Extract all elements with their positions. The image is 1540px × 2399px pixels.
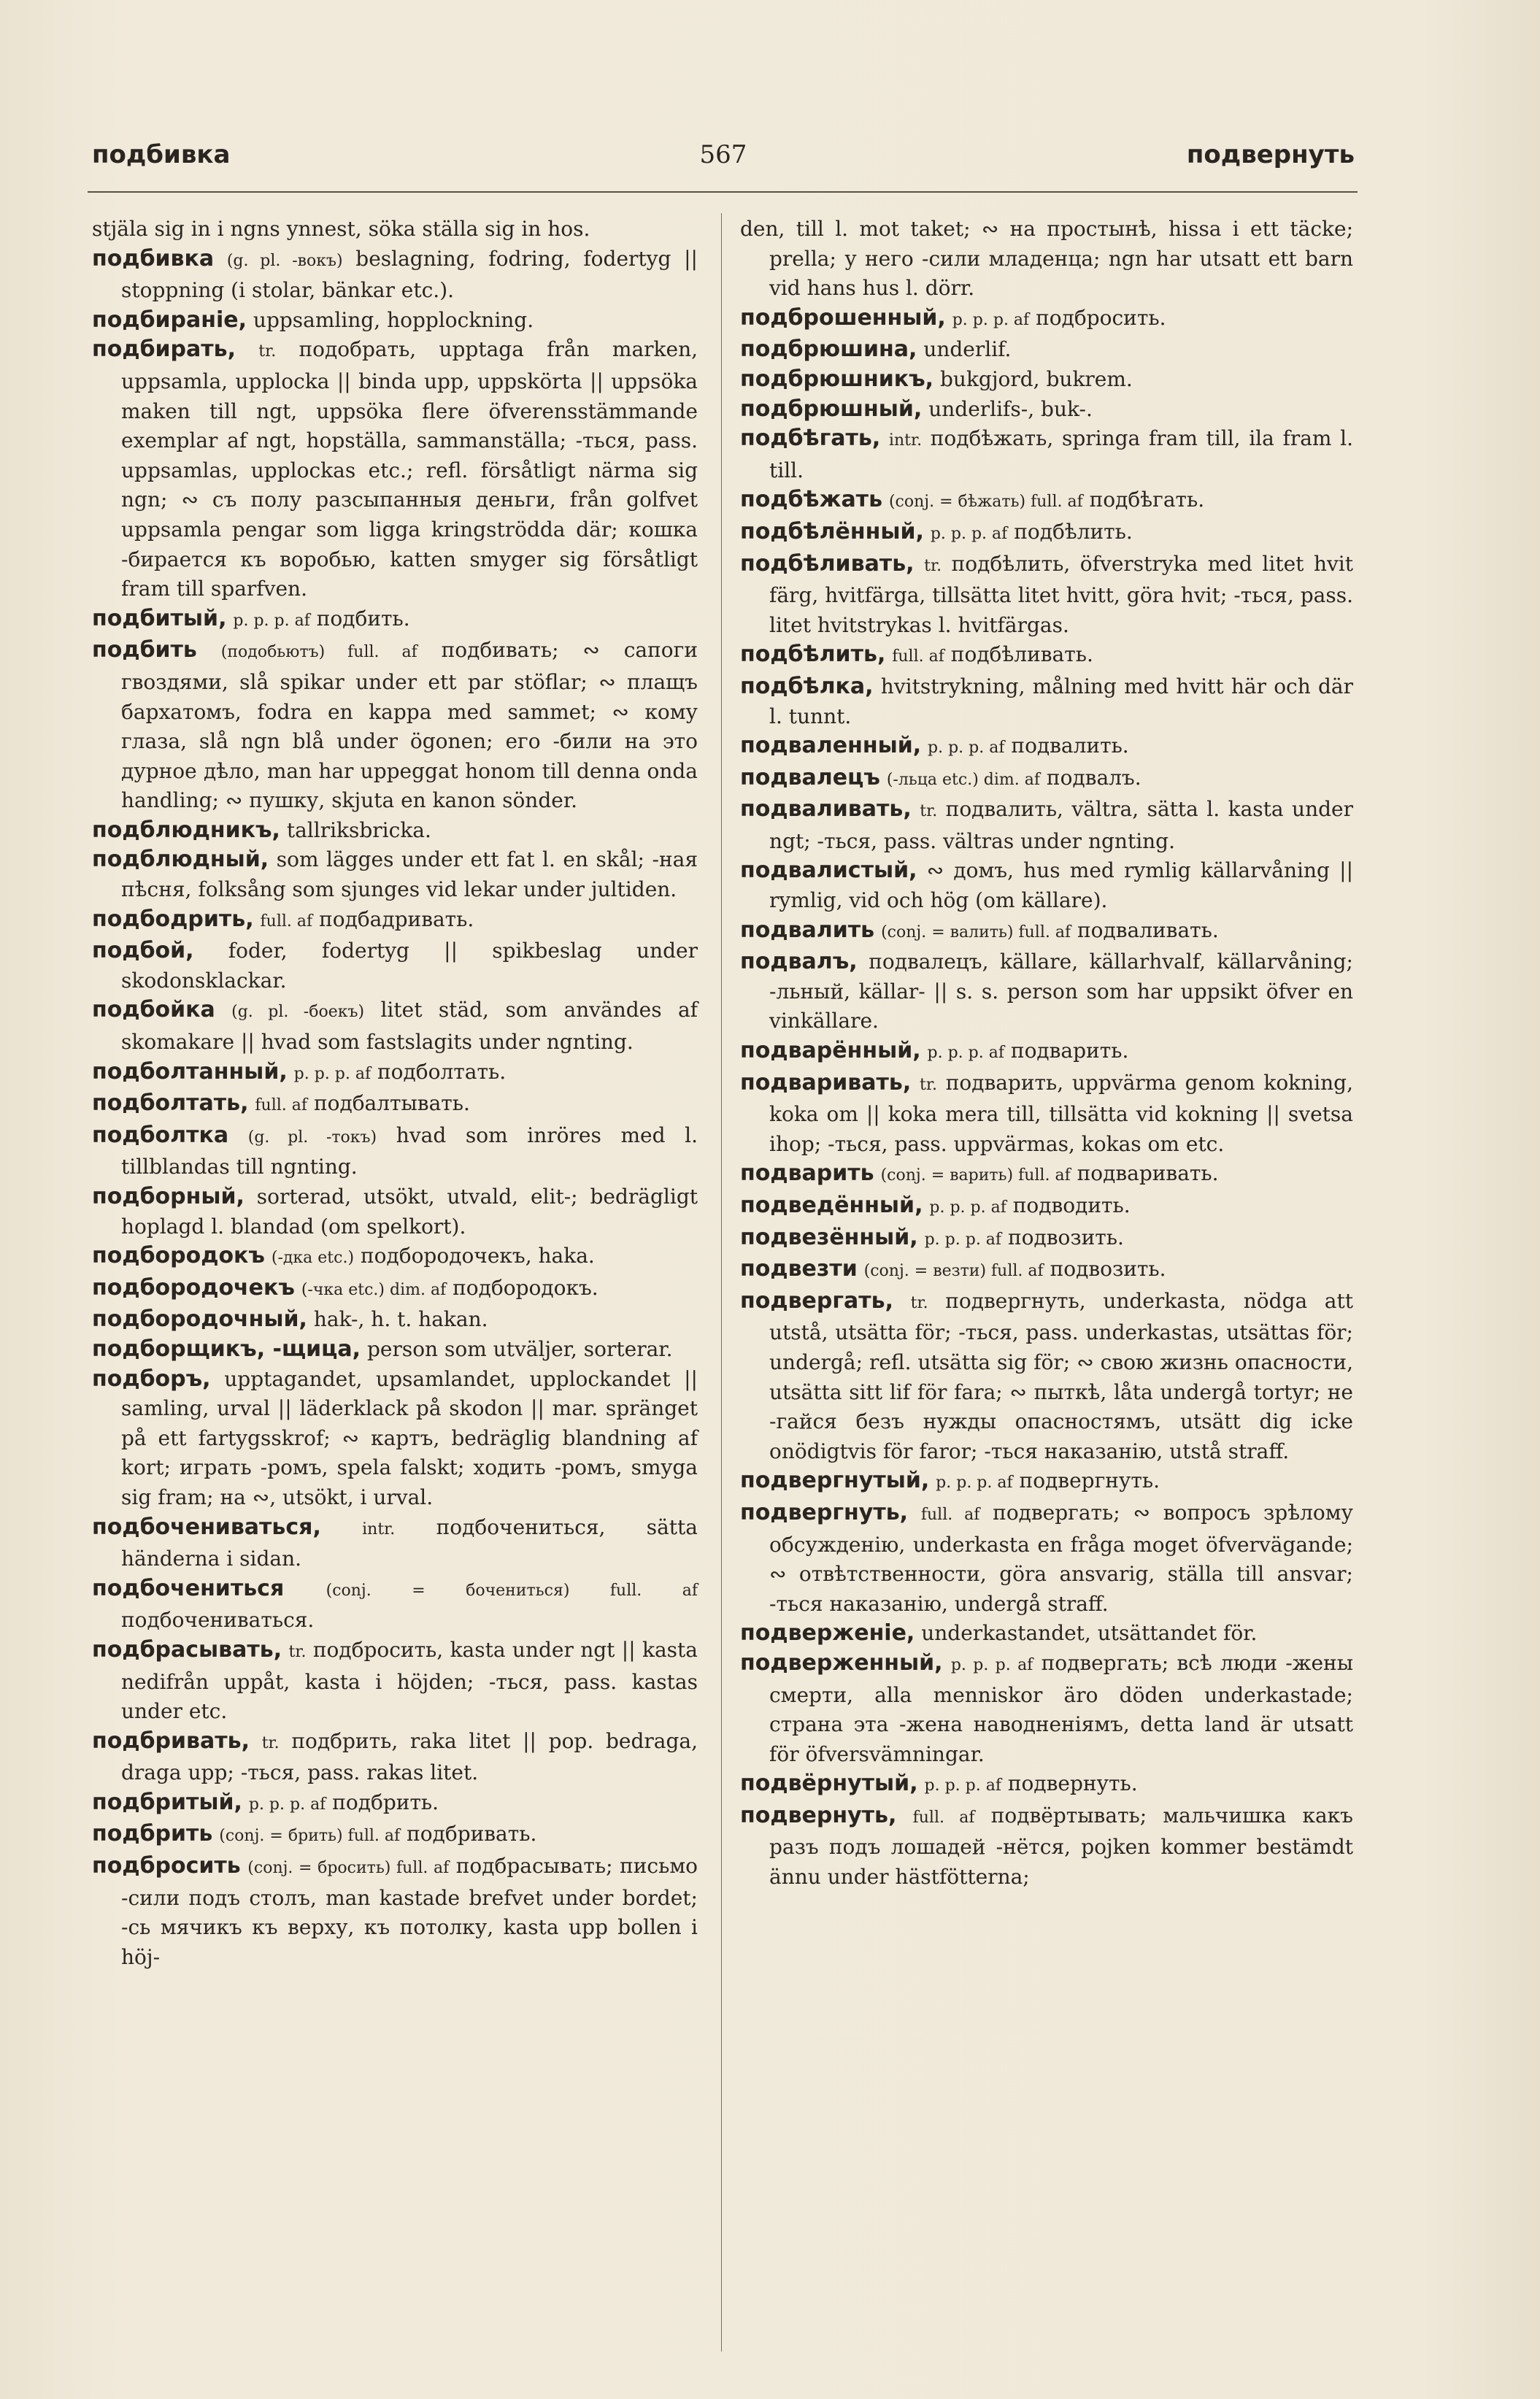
entry-headword: подборъ, [92, 1366, 211, 1392]
dictionary-entry [92, 1121, 698, 1182]
entry-definition: underlifs-, buk-. [928, 396, 1093, 421]
entry-definition: подварить. [1010, 1039, 1129, 1063]
entry-definition: подбородочекъ, haka. [360, 1244, 595, 1268]
entry-grammar: p. p. p. af [936, 1474, 1013, 1493]
entry-grammar: p. p. p. af [233, 611, 310, 630]
entry-headword: подболтка [92, 1122, 229, 1148]
entry-grammar: (conj. = варить) full. af [880, 1166, 1071, 1185]
entry-definition: foder, fodertyg || spikbeslag under skodonsklackar. [121, 939, 698, 993]
entry-definition: подвергнуть, underkasta, nödga att utstå, utsätta för; -ться, pass. underkastas, utsättas för; undergå; refl. utsätta sig för; ∾ свою жизнь опасности, utsätta sitt lif för fara; ∾ пыткѣ, låta undergå tortyr; не -гайся безъ нужды опасностямъ, utsätt dig icke onödigtvis för faror; -ться наказанiю, utstå straff. [769, 1288, 1353, 1463]
entry-definition: подбривать. [407, 1822, 537, 1847]
entry-grammar: p. p. p. af [924, 1230, 1002, 1249]
dictionary-entry [740, 1191, 1353, 1223]
entry-definition: hvad som inröres med l. tillblandas till ngnting. [121, 1123, 698, 1179]
dictionary-entry [92, 845, 698, 904]
dictionary-entry [92, 1182, 698, 1241]
dictionary-entry [740, 1801, 1353, 1892]
entry-headword: подбѣгать, [740, 425, 881, 452]
dictionary-entry [740, 395, 1353, 425]
entry-headword: подбрюшина, [740, 336, 917, 363]
entry-definition: подбѣгать. [1089, 488, 1205, 512]
entry-headword: подвалецъ [740, 764, 880, 790]
dictionary-entry [740, 1287, 1353, 1467]
entry-definition: подбѣлить. [1014, 519, 1133, 544]
entry-definition: подварить, uppvärma genom kokning, koka om || koka mera till, tillsätta vid kokning || svetsa ihop; -ться, pass. uppvärmas, kokas om etc. [769, 1070, 1353, 1156]
dictionary-entry [740, 640, 1353, 672]
entry-definition: upptagandet, upsamlandet, upplockandet || samling, urval || läderklack på skodon || mar. spränget på ett fartygsskrof; ∾ картъ, bedräglig blandning af kort; играть -ромъ, spela falskt; ходить -ромъ, smyga sig fram; на ∾, utsökt, i urval. [121, 1366, 698, 1509]
dictionary-entry [740, 672, 1353, 731]
entry-headword: подбородочный, [92, 1306, 307, 1333]
entry-definition: underlif. [923, 337, 1012, 362]
entry-grammar: (-дка etc.) [271, 1249, 355, 1268]
entry-definition: подводить. [1012, 1193, 1131, 1217]
dictionary-entry [92, 244, 698, 306]
entry-headword: подбитый, [92, 605, 227, 631]
entry-headword: подвергнуть, [740, 1499, 909, 1525]
entry-definition: подбородокъ. [453, 1275, 598, 1300]
entry-grammar: (g. pl. -токъ) [247, 1128, 377, 1147]
entry-definition: подвергать; всѣ люди -жены смерти, alla menniskor äro döden underkastade; страна эта -жена наводненiямъ, detta land är utsatt för öfversvämningar. [769, 1650, 1353, 1766]
entry-definition: подвергать; ∾ вопросъ зрѣлому обсужденiю, underkasta en fråga moget öfvervägande; ∾ отвѣтственности, göra ansvarig, ställa till ansvar; -ться наказанiю, undergå straff. [769, 1500, 1354, 1616]
entry-definition: подвергнуть. [1019, 1468, 1160, 1493]
entry-grammar: tr. [920, 802, 938, 821]
dictionary-entry [740, 517, 1353, 550]
entry-headword: подбиранiе, [92, 307, 247, 333]
entry-headword: подбросить [92, 1853, 241, 1879]
entry-definition: подбалтывать. [313, 1091, 470, 1116]
entry-grammar: p. p. p. af [950, 1655, 1033, 1674]
entry-definition: beslagning, fodring, fodertyg || stoppning (i stolar, bänkar etc.). [121, 246, 698, 303]
entry-headword: подблюдникъ, [92, 817, 280, 843]
entry-grammar: full. af [912, 1808, 975, 1827]
entry-definition: подбить. [316, 606, 410, 631]
dictionary-entry [92, 306, 698, 336]
entry-definition: подвернуть. [1007, 1771, 1138, 1796]
entry-headword: подбирать, [92, 336, 236, 363]
dictionary-entry [92, 1305, 698, 1335]
entry-grammar: tr. [288, 1642, 307, 1661]
entry-headword: подвалить [740, 917, 875, 943]
dictionary-entry [92, 1335, 698, 1365]
entry-headword: подвезти [740, 1256, 858, 1282]
dictionary-entry [92, 1788, 698, 1820]
entry-headword: подварить [740, 1160, 874, 1187]
entry-headword: подвёрнутый, [740, 1771, 918, 1797]
entry-definition: подбросить. [1036, 305, 1166, 330]
column-divider [721, 213, 722, 2352]
entry-grammar: full. af [255, 1096, 308, 1115]
entry-headword: подваливать, [740, 796, 912, 823]
entry-grammar: (g. pl. -боекъ) [231, 1003, 365, 1022]
entry-grammar: tr. [920, 1075, 937, 1094]
entry-grammar: (-чка etc.) dim. af [301, 1280, 447, 1299]
entry-grammar: tr. [261, 1733, 280, 1752]
entry-grammar: (conj. = бѣжать) full. af [888, 493, 1083, 512]
entry-headword: подвергнутый, [740, 1468, 930, 1494]
entry-headword: подваленный, [740, 733, 922, 759]
entry-headword: подбородокъ [92, 1243, 265, 1269]
entry-headword: подборщикъ, -щица, [92, 1336, 361, 1362]
dictionary-entry [740, 731, 1353, 763]
dictionary-entry [92, 1636, 698, 1727]
entry-headword: подбородочекъ [92, 1274, 295, 1301]
entry-headword: подбивка [92, 245, 215, 272]
entry-definition: подбѣлить, öfverstryka med litet hvit färg, hvitfärga, tillsätta litet hvitt, göra hvit; -ться, pass. litet hvitstrykas l. hvitfärgas. [769, 551, 1353, 637]
right-column [740, 215, 1353, 1892]
dictionary-entry [740, 304, 1353, 336]
entry-definition: uppsamling, hopplockning. [253, 307, 534, 332]
entry-definition: ∾ домъ, hus med rymlig källarvåning || rymlig, vid och hög (om källare). [769, 858, 1353, 913]
entry-grammar: (conj. = бросить) full. af [247, 1859, 450, 1878]
entry-definition: подвозить. [1007, 1225, 1124, 1249]
entry-headword: подборный, [92, 1184, 245, 1209]
entry-headword: подбойка [92, 997, 215, 1023]
dictionary-entry [92, 1727, 698, 1788]
entry-headword: подвалистый, [740, 858, 917, 884]
entry-definition: подвалить. [1011, 733, 1129, 758]
entry-grammar: (g. pl. -вокъ) [226, 251, 343, 270]
entry-headword: подбрасывать, [92, 1636, 282, 1663]
entry-definition: подболтать. [377, 1059, 507, 1084]
entry-grammar: intr. [362, 1520, 396, 1539]
dictionary-entry [740, 795, 1353, 856]
entry-definition: som lägges under ett fat l. en skål; -ная пѣсня, folksång som sjunges vid lekar under jultiden. [121, 847, 698, 902]
entry-grammar: tr. [258, 342, 277, 361]
entry-headword: подбривать, [92, 1728, 250, 1754]
entry-grammar: p. p. p. af [930, 524, 1008, 543]
dictionary-entry [740, 947, 1353, 1036]
dictionary-entry [92, 1852, 698, 1972]
entry-grammar: tr. [924, 556, 942, 575]
dictionary-entry [740, 335, 1353, 365]
dictionary-entry [92, 335, 698, 604]
dictionary-entry [92, 1089, 698, 1121]
entry-definition: litet städ, som användes af skomakare || hvad som fastslagits under ngnting. [121, 998, 698, 1055]
entry-headword: подбочениваться, [92, 1514, 321, 1540]
dictionary-entry [740, 1619, 1353, 1649]
entry-headword: подболтанный, [92, 1058, 288, 1085]
entry-definition: подваливать. [1077, 917, 1219, 942]
entry-grammar: p. p. p. af [928, 739, 1005, 758]
dictionary-entry [92, 1241, 698, 1274]
dictionary-entry [92, 215, 698, 244]
entry-definition: подвалецъ, källare, källarhvalf, källarvåning; -льный, källar- || s. s. person som har uppsikt öfver en vinkällare. [769, 950, 1353, 1033]
dictionary-entry [92, 996, 698, 1057]
dictionary-entry [92, 636, 698, 816]
entry-definition: den, till l. mot taket; ∾ на простынѣ, hissa i ett täcke; prella; у него -сили младенца; ngn har utsatt ett barn vid hans hus l. dörr. [740, 217, 1353, 301]
entry-definition: hvitstrykning, målning med hvitt här och där l. tunnt. [769, 674, 1353, 728]
entry-definition: подбрить. [332, 1790, 439, 1814]
entry-definition: подвалить, vältra, sätta l. kasta under ngt; -ться, pass. vältras under ngnting. [769, 797, 1353, 853]
dictionary-entry [740, 365, 1353, 395]
header-right-word: подвернуть [1186, 140, 1355, 169]
entry-headword: подбѣжать [740, 487, 883, 513]
entry-grammar: p. p. p. af [927, 1044, 1004, 1063]
entry-definition: подбадривать. [319, 906, 474, 931]
entry-definition: подвозить. [1050, 1257, 1166, 1282]
entry-headword: подбить [92, 637, 197, 663]
dictionary-entry [740, 1769, 1353, 1801]
entry-headword: подвернуть, [740, 1802, 897, 1828]
entry-headword: подболтать, [92, 1090, 249, 1117]
entry-definition: подваривать. [1077, 1161, 1219, 1186]
dictionary-entry [92, 936, 698, 996]
entry-definition: подбрить, raka litet || pop. bedraga, draga upp; -ться, pass. rakas litet. [121, 1728, 698, 1785]
entry-headword: подвергать, [740, 1287, 894, 1314]
entry-headword: подброшенный, [740, 304, 946, 331]
dictionary-entry [740, 916, 1353, 948]
entry-grammar: p. p. p. af [929, 1198, 1006, 1217]
entry-grammar: full. af [892, 647, 944, 666]
entry-definition: underkastandet, utsättandet för. [921, 1621, 1258, 1646]
entry-headword: подбрить [92, 1821, 213, 1847]
entry-headword: подвезённый, [740, 1224, 918, 1250]
entry-headword: подваривать, [740, 1069, 912, 1095]
entry-definition: подбочениться, sätta händerna i sidan. [121, 1514, 698, 1571]
entry-headword: подбѣлка, [740, 673, 874, 699]
entry-headword: подблюдный, [92, 847, 269, 873]
entry-definition: подвёртывать; мальчишка какъ разъ подъ лошадей -нётся, pojken kommer bestämdt ännu under hästfötterna; [769, 1803, 1353, 1890]
dictionary-entry [740, 550, 1353, 641]
entry-headword: подверженный, [740, 1649, 943, 1676]
dictionary-entry [92, 816, 698, 846]
entry-grammar: full. af [260, 912, 313, 931]
entry-headword: подверженiе, [740, 1620, 915, 1647]
entry-headword: подбодрить, [92, 906, 254, 932]
dictionary-entry [92, 1365, 698, 1513]
entry-definition: подбѣжать, springa fram till, ila fram l. till. [769, 426, 1353, 482]
dictionary-entry [740, 1036, 1353, 1068]
entry-definition: подбросить, kasta under ngt || kasta nedifrån uppåt, kasta i höjden; -ться, pass. kastas under etc. [121, 1637, 698, 1724]
dictionary-entry [740, 1255, 1353, 1287]
entry-headword: подбѣлённый, [740, 518, 924, 544]
left-column [92, 215, 698, 1972]
entry-grammar: intr. [888, 431, 923, 450]
dictionary-entry [92, 1574, 698, 1636]
entry-headword: подведённый, [740, 1193, 923, 1218]
entry-definition: stjäla sig in i ngns ynnest, söka ställa sig in hos. [92, 217, 590, 241]
header-rule [88, 191, 1358, 193]
entry-headword: подбочениться [92, 1575, 285, 1601]
dictionary-entry [92, 1058, 698, 1090]
entry-grammar: (conj. = везти) full. af [863, 1262, 1044, 1281]
entry-definition: bukgjord, bukrem. [939, 366, 1133, 391]
dictionary-entry [740, 1466, 1353, 1498]
entry-definition: подбѣливать. [950, 642, 1093, 667]
entry-headword: подбѣлить, [740, 642, 886, 668]
dictionary-entry [740, 424, 1353, 485]
entry-headword: подбой, [92, 938, 194, 964]
entry-definition: hak-, h. t. hakan. [313, 1307, 488, 1332]
entry-definition: подбрасывать; письмо -сили подъ столъ, man kastade brefvet under bordet; -сь мячикъ къ верху, къ потолку, kasta upp bollen i höj- [121, 1854, 698, 1969]
entry-grammar: p. p. p. af [248, 1795, 326, 1814]
dictionary-entry [740, 1649, 1353, 1769]
dictionary-entry [92, 604, 698, 636]
entry-grammar: (-льца etc.) dim. af [886, 770, 1041, 789]
dictionary-entry [740, 763, 1353, 796]
entry-headword: подбритый, [92, 1789, 242, 1815]
entry-grammar: tr. [910, 1293, 928, 1312]
header-left-word: подбивка [92, 140, 231, 169]
entry-headword: подвалъ, [740, 949, 858, 975]
dictionary-entry [740, 485, 1353, 517]
dictionary-entry [92, 1513, 698, 1574]
dictionary-entry [740, 215, 1353, 304]
entry-definition: tallriksbricka. [286, 817, 431, 842]
entry-definition: sorterad, utsökt, utvald, elit-; bedrägligt hoplagd l. blandad (om spelkort). [121, 1185, 698, 1239]
entry-definition: подвалъ. [1046, 765, 1141, 790]
entry-definition: подбочениваться. [121, 1608, 315, 1633]
entry-grammar: (подобьютъ) full. af [220, 643, 417, 662]
dictionary-entry [740, 1068, 1353, 1160]
entry-grammar: (conj. = брить) full. af [219, 1827, 401, 1846]
entry-grammar: (conj. = бочениться) full. af [326, 1581, 698, 1600]
dictionary-entry [740, 856, 1353, 915]
dictionary-entry [92, 1820, 698, 1852]
entry-headword: подбрюшный, [740, 396, 923, 422]
dictionary-entry [740, 1159, 1353, 1191]
dictionary-entry [92, 905, 698, 937]
entry-headword: подбѣливать, [740, 550, 915, 577]
entry-grammar: p. p. p. af [293, 1064, 371, 1083]
dictionary-entry [740, 1223, 1353, 1255]
entry-headword: подварённый, [740, 1038, 921, 1064]
entry-grammar: p. p. p. af [924, 1776, 1001, 1795]
entry-grammar: p. p. p. af [952, 310, 1030, 329]
entry-definition: подбивать; ∾ сапоги гвоздями, slå spikar under ett par stöflar; ∾ плащъ бархатомъ, fodra en kappa med sammet; ∾ кому глаза, slå ngn blå under ögonen; его -били на это дурное дѣло, man har uppeggat honom till denna onda handling; ∾ пушку, skjuta en kanon sönder. [121, 638, 698, 813]
dictionary-entry [92, 1274, 698, 1306]
entry-grammar: full. af [920, 1505, 980, 1524]
dictionary-entry [740, 1498, 1353, 1619]
entry-definition: person som utväljer, sorterar. [366, 1336, 673, 1361]
entry-grammar: (conj. = валить) full. af [881, 923, 1071, 941]
entry-definition: подобрать, upptaga från marken, uppsamla, upplocka || binda upp, uppskörta || uppsöka maken till ngt, uppsöka flere öfverensstämmande exemplar af ngt, hopställa, sammanställa; -ться, pass. uppsamlas, upplockas etc.; refl. försåtligt närma sig ngn; ∾ съ полу разсыпанныя деньги, från golfvet uppsamla pengar som ligga kringströdda där; кошка -бирается къ воробью, katten smyger sig försåtligt fram till sparfven. [121, 337, 698, 601]
page-number: 567 [699, 140, 747, 169]
entry-headword: подбрюшникъ, [740, 366, 934, 392]
page-header [92, 140, 1355, 184]
